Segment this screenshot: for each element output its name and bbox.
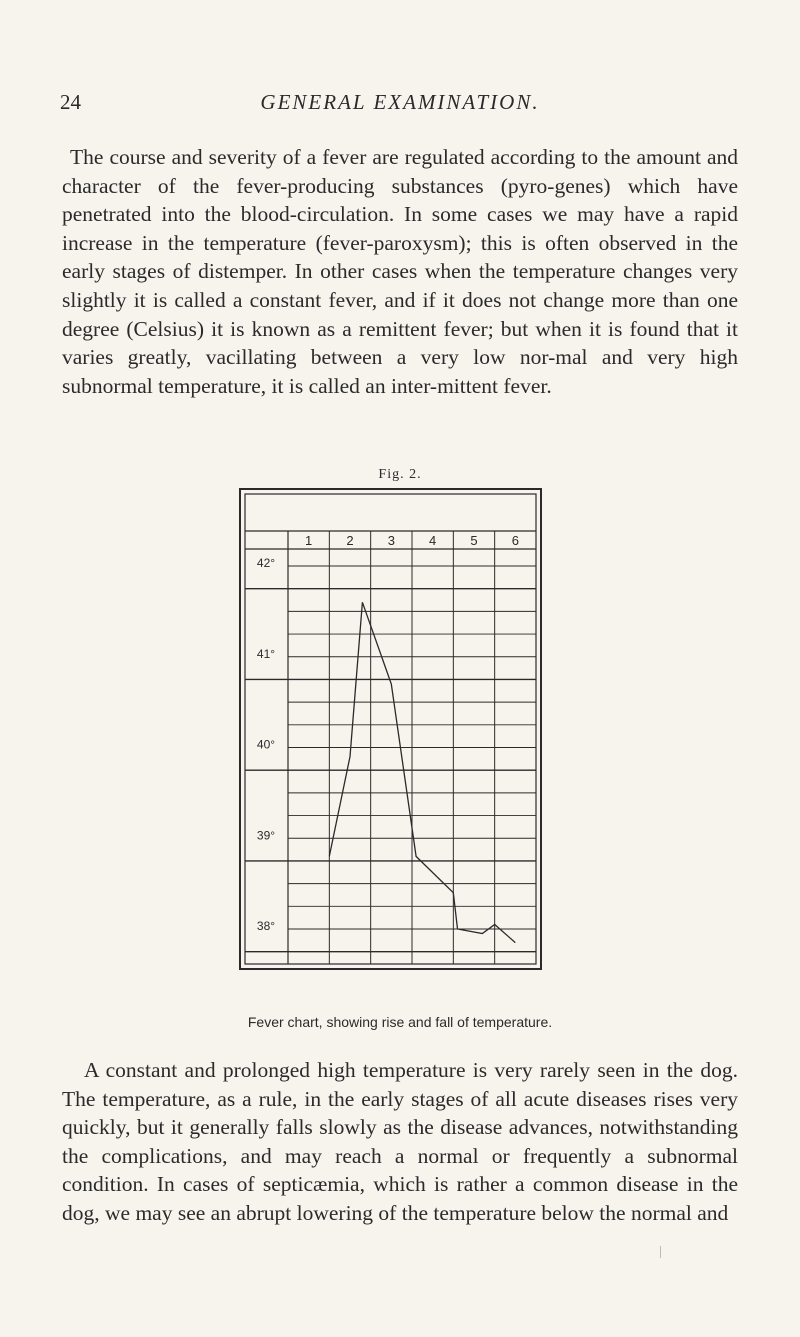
temperature-line [329, 602, 515, 942]
x-tick-label: 1 [305, 533, 313, 548]
x-tick-label: 6 [511, 533, 519, 548]
x-tick-label: 5 [470, 533, 478, 548]
figure-label: Fig. 2. [378, 467, 422, 482]
y-tick-label: 38° [256, 919, 276, 933]
x-tick-label: 2 [346, 533, 354, 548]
chart-frame-inner [245, 494, 536, 964]
paragraph-fever-types: The course and severity of a fever are regulated according to the amount and character of the fever-producing substances (pyro-genes) which have penetrated into the blood-circulation. In some cases we may have a rapid increase in the temperature (fever-paroxysm); this is often observed in the early stages of distemper. In other cases when the temperature changes very slightly it is called a constant fever, and if it does not change more than one degree (Celsius) it is known as a remittent fever; but when it is found that it varies greatly, vacillating between a very low nor-mal and very high subnormal temperature, it is called an inter-mittent fever. [62, 145, 738, 398]
temperature-series [329, 602, 515, 942]
running-title: GENERAL EXAMINATION. [260, 90, 540, 114]
page-number: 24 [60, 90, 81, 114]
y-tick-labels [257, 556, 275, 933]
x-tick-label: 4 [429, 533, 437, 548]
x-tick-label: 3 [387, 533, 395, 548]
paragraph-constant-temperature: A constant and prolonged high temperature is very rarely seen in the dog. The temperature, as a rule, in the early stages of all acute diseases rises very quickly, but it generally falls slowly as the disease advances, notwithstanding the complications, and may reach a normal or frequently a subnormal condition. In cases of septicæmia, which is rather a common disease in the dog, we may see an abrupt lowering of the temperature below the normal and [62, 1058, 738, 1225]
y-tick-label: 39° [256, 828, 276, 843]
scan-mark [660, 1246, 661, 1258]
chart-grid [245, 531, 536, 964]
chart-frame-outer [240, 489, 541, 969]
figure-caption: Fever chart, showing rise and fall of temperature. [247, 1014, 553, 1030]
y-tick-label: 41° [256, 646, 276, 661]
y-tick-label: 40° [256, 737, 276, 752]
y-tick-label: 42° [256, 556, 276, 570]
